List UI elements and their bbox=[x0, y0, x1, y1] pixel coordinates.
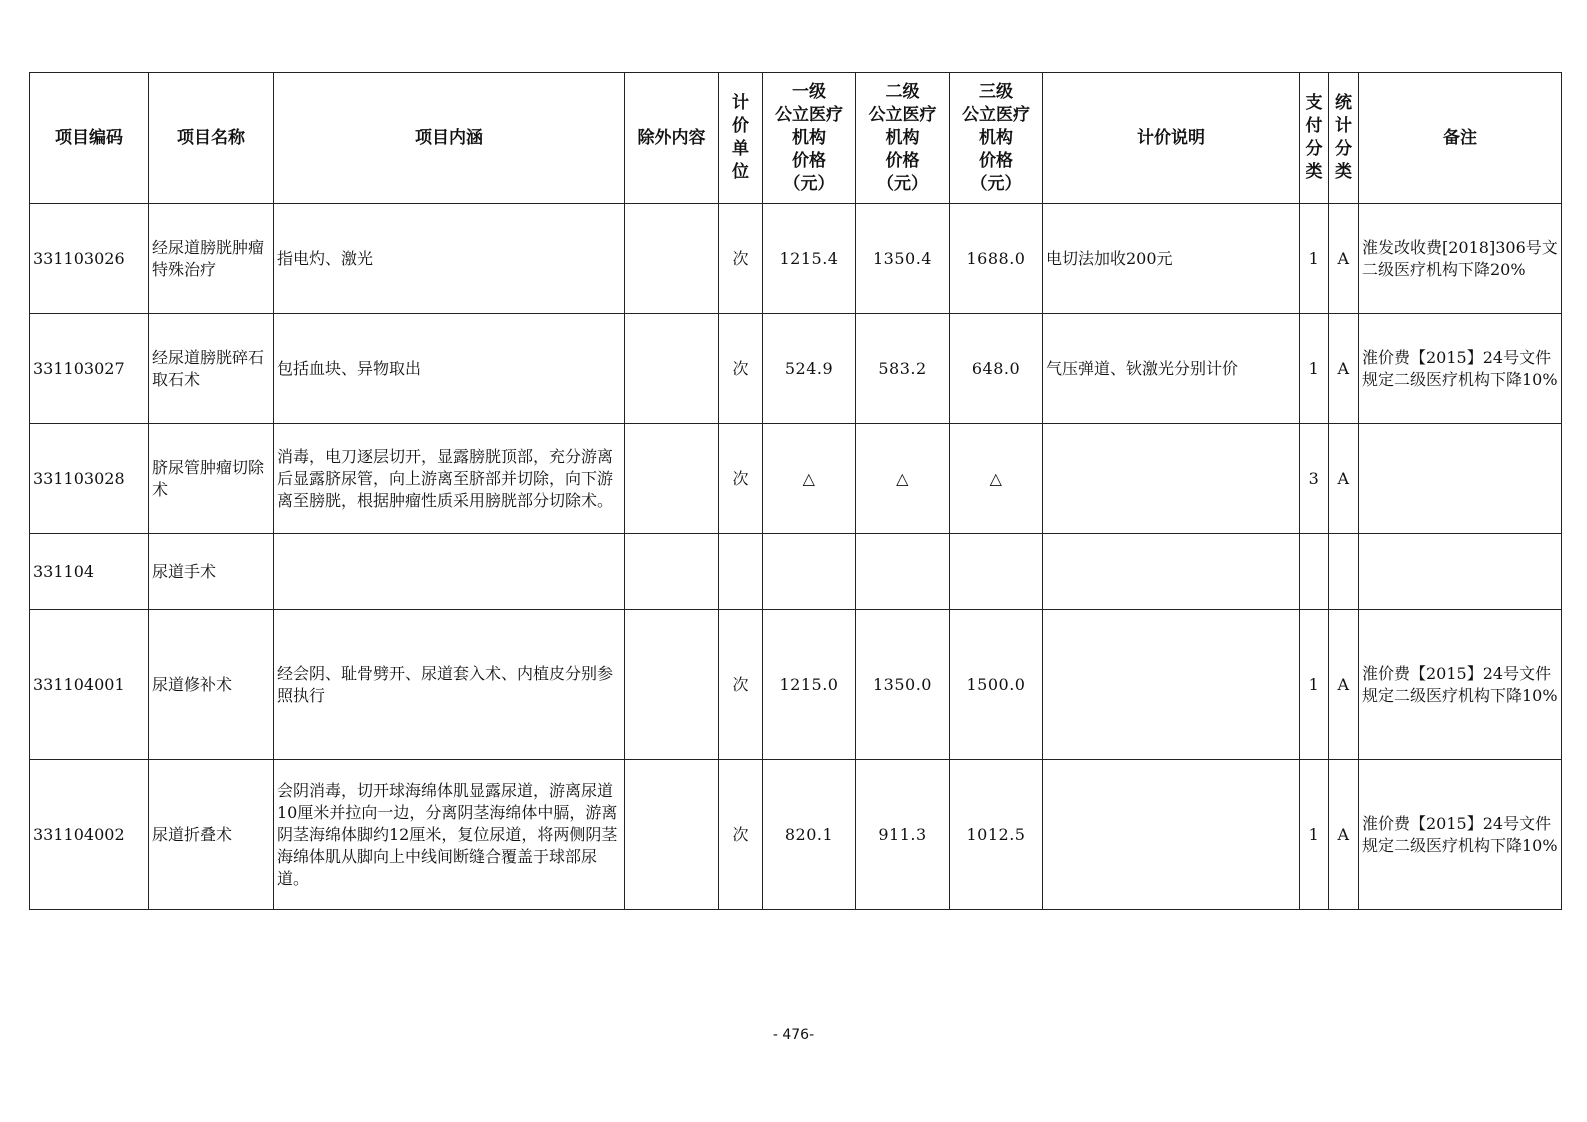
cell-stat-category: A bbox=[1329, 204, 1359, 314]
header-unit-char: 单 bbox=[732, 139, 749, 159]
table-row bbox=[30, 424, 1562, 534]
cell-remark: 淮发改收费[2018]306号文二级医疗机构下降20% bbox=[1359, 204, 1562, 314]
cell-price-level1: 820.1 bbox=[763, 760, 856, 910]
cell-pay-category: 1 bbox=[1300, 204, 1329, 314]
header-line: （元） bbox=[970, 173, 1022, 194]
cell-price-level2: △ bbox=[856, 424, 950, 534]
cell-price-level2: 1350.0 bbox=[856, 610, 950, 760]
table-row bbox=[30, 204, 1562, 314]
cell-stat-category: A bbox=[1329, 424, 1359, 534]
header-code: 项目编码 bbox=[30, 73, 149, 204]
header-stat-char: 计 bbox=[1335, 116, 1352, 136]
cell-content: 经会阴、耻骨劈开、尿道套入术、内植皮分别参照执行 bbox=[274, 610, 625, 760]
cell-content: 包括血块、异物取出 bbox=[274, 314, 625, 424]
cell-code: 331103028 bbox=[30, 424, 149, 534]
cell-price-level1 bbox=[763, 534, 856, 610]
header-line: 机构 bbox=[792, 127, 826, 148]
cell-unit: 次 bbox=[719, 760, 763, 910]
header-line: 公立医疗 bbox=[868, 104, 937, 125]
header-pay-char: 类 bbox=[1305, 162, 1323, 182]
cell-stat-category: A bbox=[1329, 314, 1359, 424]
cell-unit: 次 bbox=[719, 424, 763, 534]
header-note: 计价说明 bbox=[1043, 73, 1300, 204]
cell-unit: 次 bbox=[719, 204, 763, 314]
cell-pay-category: 1 bbox=[1300, 610, 1329, 760]
cell-exclusion bbox=[625, 314, 719, 424]
header-line: 公立医疗 bbox=[962, 104, 1030, 125]
header-pay-char: 分 bbox=[1305, 139, 1323, 159]
header-stat-char: 类 bbox=[1335, 162, 1352, 182]
cell-exclusion bbox=[625, 610, 719, 760]
header-level3-price bbox=[950, 73, 1043, 204]
header-unit bbox=[719, 73, 763, 204]
cell-stat-category bbox=[1329, 534, 1359, 610]
cell-exclusion bbox=[625, 424, 719, 534]
cell-pay-category: 1 bbox=[1300, 760, 1329, 910]
header-pay-char: 支 bbox=[1305, 93, 1323, 113]
header-stat-category bbox=[1329, 73, 1359, 204]
cell-content: 指电灼、激光 bbox=[274, 204, 625, 314]
cell-price-level3 bbox=[950, 534, 1043, 610]
table-row bbox=[30, 760, 1562, 910]
cell-note bbox=[1043, 534, 1300, 610]
header-stat-char: 分 bbox=[1335, 139, 1352, 159]
header-line: （元） bbox=[783, 173, 835, 194]
cell-exclusion bbox=[625, 204, 719, 314]
cell-price-level3: △ bbox=[950, 424, 1043, 534]
cell-price-level2: 911.3 bbox=[856, 760, 950, 910]
header-line: 机构 bbox=[979, 127, 1013, 148]
header-line: 价格 bbox=[885, 150, 920, 171]
cell-code: 331104002 bbox=[30, 760, 149, 910]
header-remark: 备注 bbox=[1359, 73, 1562, 204]
cell-name: 尿道修补术 bbox=[149, 610, 274, 760]
cell-remark bbox=[1359, 424, 1562, 534]
cell-price-level2: 583.2 bbox=[856, 314, 950, 424]
cell-unit bbox=[719, 534, 763, 610]
header-unit-char: 位 bbox=[732, 162, 749, 182]
cell-content: 消毒，电刀逐层切开，显露膀胱顶部，充分游离后显露脐尿管，向上游离至脐部并切除，向下游离至膀胱，根据肿瘤性质采用膀胱部分切除术。 bbox=[274, 424, 625, 534]
cell-price-level3: 1012.5 bbox=[950, 760, 1043, 910]
cell-code: 331104001 bbox=[30, 610, 149, 760]
cell-content: 会阴消毒，切开球海绵体肌显露尿道，游离尿道10厘米并拉向一边，分离阴茎海绵体中膈，游离阴茎海绵体脚约12厘米，复位尿道，将两侧阴茎海绵体肌从脚向上中线间断缝合覆盖于球部尿道。 bbox=[274, 760, 625, 910]
cell-name: 经尿道膀胱肿瘤特殊治疗 bbox=[149, 204, 274, 314]
header-line: 三级 bbox=[979, 81, 1013, 102]
cell-pay-category: 1 bbox=[1300, 314, 1329, 424]
table-row bbox=[30, 314, 1562, 424]
header-line: 机构 bbox=[885, 127, 920, 148]
cell-remark: 淮价费【2015】24号文件规定二级医疗机构下降10% bbox=[1359, 610, 1562, 760]
header-level1-price bbox=[763, 73, 856, 204]
header-exclusion: 除外内容 bbox=[625, 73, 719, 204]
cell-remark bbox=[1359, 534, 1562, 610]
header-level2-price bbox=[856, 73, 950, 204]
header-row bbox=[30, 73, 1562, 204]
cell-price-level3: 648.0 bbox=[950, 314, 1043, 424]
cell-price-level2 bbox=[856, 534, 950, 610]
cell-name: 脐尿管肿瘤切除术 bbox=[149, 424, 274, 534]
cell-price-level3: 1500.0 bbox=[950, 610, 1043, 760]
cell-price-level3: 1688.0 bbox=[950, 204, 1043, 314]
header-unit-char: 计 bbox=[732, 93, 749, 113]
cell-note bbox=[1043, 424, 1300, 534]
header-pay-category bbox=[1300, 73, 1329, 204]
cell-content bbox=[274, 534, 625, 610]
page-number: - 476- bbox=[772, 1027, 815, 1043]
header-name: 项目名称 bbox=[149, 73, 274, 204]
cell-note: 气压弹道、钬激光分别计价 bbox=[1043, 314, 1300, 424]
cell-exclusion bbox=[625, 760, 719, 910]
header-content: 项目内涵 bbox=[274, 73, 625, 204]
cell-code: 331104 bbox=[30, 534, 149, 610]
cell-stat-category: A bbox=[1329, 760, 1359, 910]
cell-price-level1: △ bbox=[763, 424, 856, 534]
cell-pay-category: 3 bbox=[1300, 424, 1329, 534]
header-line: 二级 bbox=[885, 81, 920, 102]
cell-code: 331103026 bbox=[30, 204, 149, 314]
header-line: 价格 bbox=[792, 150, 826, 171]
cell-stat-category: A bbox=[1329, 610, 1359, 760]
cell-pay-category bbox=[1300, 534, 1329, 610]
cell-price-level1: 1215.4 bbox=[763, 204, 856, 314]
table-row bbox=[30, 610, 1562, 760]
cell-name: 经尿道膀胱碎石取石术 bbox=[149, 314, 274, 424]
header-line: （元） bbox=[877, 173, 928, 194]
cell-price-level2: 1350.4 bbox=[856, 204, 950, 314]
cell-exclusion bbox=[625, 534, 719, 610]
cell-note: 电切法加收200元 bbox=[1043, 204, 1300, 314]
cell-price-level1: 524.9 bbox=[763, 314, 856, 424]
price-table bbox=[29, 72, 1562, 910]
header-unit-char: 价 bbox=[732, 116, 749, 136]
table-row bbox=[30, 534, 1562, 610]
header-line: 价格 bbox=[979, 150, 1013, 171]
header-line: 一级 bbox=[792, 81, 826, 102]
cell-price-level1: 1215.0 bbox=[763, 610, 856, 760]
header-pay-char: 付 bbox=[1305, 116, 1323, 136]
cell-unit: 次 bbox=[719, 314, 763, 424]
cell-remark: 淮价费【2015】24号文件规定二级医疗机构下降10% bbox=[1359, 760, 1562, 910]
cell-code: 331103027 bbox=[30, 314, 149, 424]
header-line: 公立医疗 bbox=[775, 104, 843, 125]
header-stat-char: 统 bbox=[1335, 93, 1352, 113]
cell-note bbox=[1043, 610, 1300, 760]
cell-unit: 次 bbox=[719, 610, 763, 760]
cell-remark: 淮价费【2015】24号文件规定二级医疗机构下降10% bbox=[1359, 314, 1562, 424]
cell-note bbox=[1043, 760, 1300, 910]
cell-name: 尿道手术 bbox=[149, 534, 274, 610]
cell-name: 尿道折叠术 bbox=[149, 760, 274, 910]
